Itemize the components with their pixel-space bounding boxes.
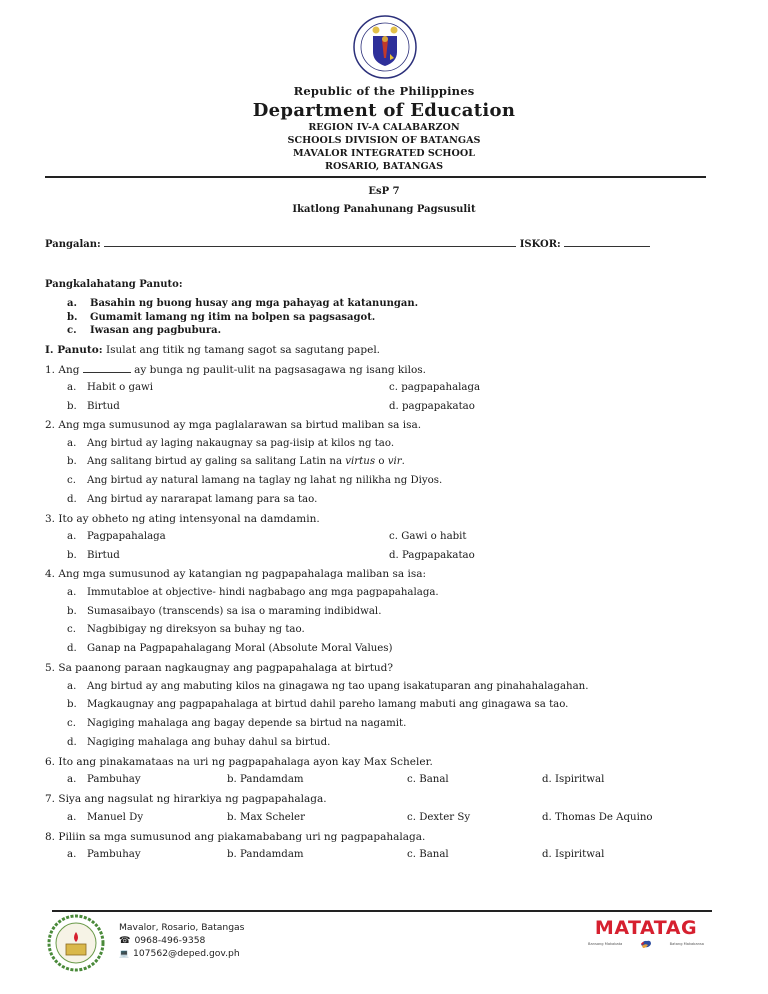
phone-icon: ☎ [119, 935, 131, 946]
computer-icon: 💻 [119, 949, 129, 958]
email-row [119, 947, 244, 960]
option-3c: c. Gawi o habit [389, 531, 467, 542]
region-label: REGION IV-A CALABARZON [308, 122, 460, 133]
option-2c: c. Ang birtud ay natural lamang na taglay ng lahat ng nilikha ng Diyos. [67, 475, 443, 486]
matatag-logo [588, 918, 704, 949]
instruction-item: a. Basahin ng buong husay ang mga pahayag at katanungan. [67, 298, 419, 309]
option-6d: d. Ispiritwal [542, 774, 605, 785]
option-4a: a. Immutabloe at objective- hindi nagbabago ang mga pagpapahalaga. [67, 587, 439, 598]
matatag-wordmark: MATATAG [594, 917, 698, 939]
republic-label: Republic of the Philippines [293, 84, 475, 98]
school-contact [119, 921, 244, 960]
name-score-row [45, 237, 650, 250]
option-6a: a. Pambuhay [67, 774, 141, 785]
question-4: 4. Ang mga sumusunod ay katangian ng pagpapahalaga maliban sa isa: [45, 568, 427, 580]
name-field[interactable] [104, 237, 516, 247]
question-2: 2. Ang mga sumusunod ay mga paglalarawan sa birtud maliban sa isa. [45, 419, 422, 431]
option-7b: b. Max Scheler [227, 812, 305, 823]
option-3b: b. Birtud [67, 550, 120, 561]
option-5a: a. Ang birtud ay ang mabuting kilos na ginagawa ng tao upang isakatuparan ang pinahahalagahan. [67, 681, 589, 692]
question-6: 6. Ito ang pinakamataas na uri ng pagpapahalaga ayon kay Max Scheler. [45, 756, 433, 768]
matatag-tagline: Bansang Makabata Batang Makabansa [588, 939, 704, 949]
school-seal-icon [46, 914, 106, 972]
question-7: 7. Siya ang nagsulat ng hirarkiya ng pagpapahalaga. [45, 793, 327, 805]
phone-text: 0968-496-9358 [134, 935, 206, 946]
matatag-map-icon [639, 939, 653, 949]
option-2d: d. Ang birtud ay nararapat lamang para sa tao. [67, 494, 318, 505]
fill-in-blank [83, 363, 131, 373]
part1-instruction [45, 344, 380, 356]
option-2a: a. Ang birtud ay laging nakaugnay sa pag-iisip at kilos ng tao. [67, 438, 395, 449]
option-8d: d. Ispiritwal [542, 849, 605, 860]
phone-row [119, 934, 244, 947]
option-1b: b. Birtud [67, 401, 120, 412]
division-label: SCHOOLS DIVISION OF BATANGAS [287, 135, 481, 146]
question-5: 5. Sa paanong paraan nagkaugnay ang pagpapahalaga at birtud? [45, 662, 394, 674]
instruction-item: c. Iwasan ang pagbubura. [67, 325, 222, 336]
question-8: 8. Piliin sa mga sumusunod ang piakamababang uri ng pagpapahalaga. [45, 831, 426, 843]
header-divider [45, 176, 706, 178]
option-7a: a. Manuel Dy [67, 812, 144, 823]
department-title: Department of Education [252, 100, 516, 121]
location-label: ROSARIO, BATANGAS [324, 161, 444, 172]
option-8a: a. Pambuhay [67, 849, 141, 860]
option-3d: d. Pagpapakatao [389, 550, 475, 561]
part1-text: Isulat ang titik ng tamang sagot sa sagutang papel. [105, 344, 381, 356]
address-text: Mavalor, Rosario, Batangas [119, 922, 245, 933]
question-3: 3. Ito ay obheto ng ating intensyonal na damdamin. [45, 513, 320, 525]
option-6c: c. Banal [407, 774, 449, 785]
score-label: ISKOR: [519, 239, 561, 250]
question-1: 1. Ang ay bunga ng paulit-ulit na pagsasagawa ng isang kilos. [45, 364, 427, 376]
option-4b: b. Sumasaibayo (transcends) sa isa o maraming indibidwal. [67, 606, 382, 617]
footer-divider [52, 910, 712, 912]
option-5c: c. Nagiging mahalaga ang bagay depende sa birtud na nagamit. [67, 718, 407, 729]
option-2b: b. Ang salitang birtud ay galing sa salitang Latin na virtus o vir. [67, 456, 405, 467]
option-8c: c. Banal [407, 849, 449, 860]
option-4d: d. Ganap na Pagpapahalagang Moral (Absolute Moral Values) [67, 643, 393, 654]
address-row [119, 921, 244, 934]
general-instructions-list [67, 297, 418, 338]
option-8b: b. Pandamdam [227, 849, 304, 860]
school-label: MAVALOR INTEGRATED SCHOOL [293, 148, 475, 159]
score-field[interactable] [564, 237, 650, 247]
option-1d: d. pagpapakatao [389, 401, 475, 412]
school-seal-logo [46, 914, 106, 972]
option-7d: d. Thomas De Aquino [542, 812, 653, 823]
instruction-item: b. Gumamit lamang ng itim na bolpen sa pagsasagot. [67, 311, 376, 323]
exam-title: Ikatlong Panahunang Pagsusulit [292, 204, 476, 215]
deped-seal-logo [339, 14, 431, 80]
general-instructions-title: Pangkalahatang Panuto: [45, 279, 183, 290]
option-3a: a. Pagpapahalaga [67, 531, 166, 542]
option-5b: b. Magkaugnay ang pagpapahalaga at birtud dahil pareho lamang mabuti ang ginagawa sa tao. [67, 699, 569, 710]
subject-label: EsP 7 [368, 186, 400, 197]
email-text[interactable]: 107562@deped.gov.ph [132, 948, 240, 959]
name-label: Pangalan: [45, 239, 101, 250]
option-1a: a. Habit o gawi [67, 382, 154, 393]
option-6b: b. Pandamdam [227, 774, 304, 785]
part1-label: I. Panuto: [45, 344, 103, 356]
option-7c: c. Dexter Sy [407, 812, 471, 823]
deped-seal-icon [352, 14, 418, 80]
option-1c: c. pagpapahalaga [389, 382, 481, 393]
option-5d: d. Nagiging mahalaga ang buhay dahul sa birtud. [67, 737, 331, 748]
option-4c: c. Nagbibigay ng direksyon sa buhay ng tao. [67, 624, 305, 635]
